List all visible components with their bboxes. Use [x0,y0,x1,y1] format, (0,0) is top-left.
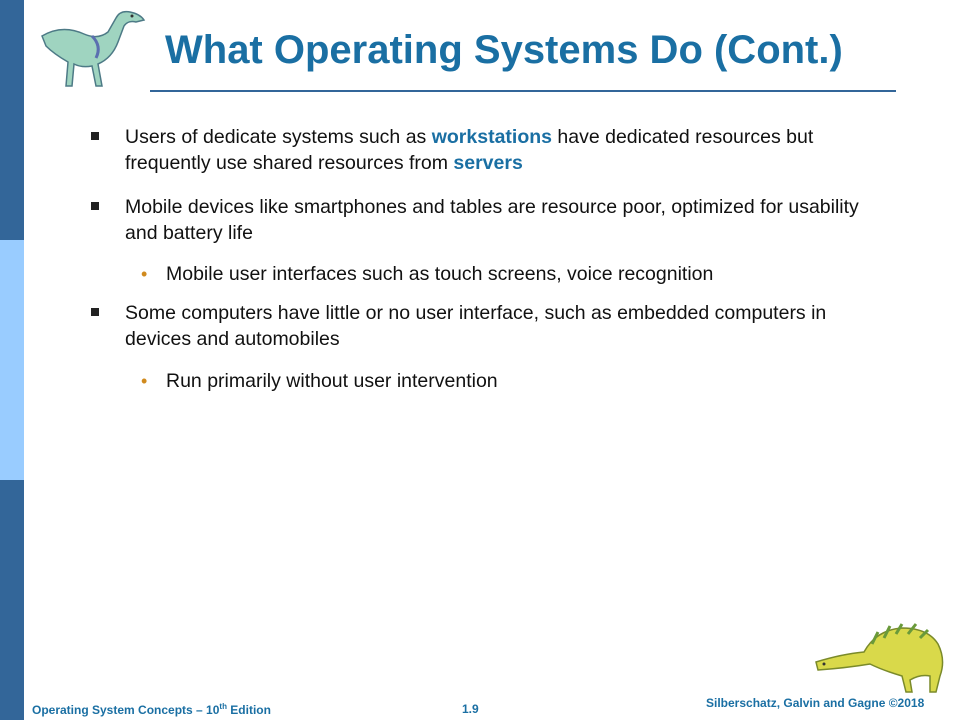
footer-book-title-text: Operating System Concepts – 10 [32,703,220,717]
highlight-servers: servers [453,152,523,174]
sub-bullet-mobile-interfaces [141,261,866,287]
sidebar-segment-middle [0,240,24,480]
page-number: 1.9 [462,702,479,716]
bullet-text: Some computers have little or no user interface, such as embedded computers in devices and automobiles [125,302,827,350]
bullet-mobile-devices [125,194,865,246]
title-divider [150,90,896,92]
sidebar-segment-top [0,0,24,240]
bullet-text: have dedicated resources but frequently use shared resources from [125,126,814,174]
square-bullet-icon [91,132,99,140]
footer-book-title-suffix: Edition [226,703,271,717]
footer-authors: Silberschatz, Galvin and Gagne ©2018 [706,696,925,710]
footer-book-title [32,702,271,717]
bullet-text: Run primarily without user intervention [166,370,498,392]
slide-title: What Operating Systems Do (Cont.) [165,28,843,72]
bullet-text: Users of dedicate systems such as [125,126,432,148]
bullet-text: Mobile user interfaces such as touch screens, voice recognition [166,263,714,285]
square-bullet-icon [91,308,99,316]
dinosaur-logo-bottom [812,614,952,694]
highlight-workstations: workstations [431,126,552,148]
square-bullet-icon [91,202,99,210]
bullet-text: Mobile devices like smartphones and tables are resource poor, optimized for usability and battery life [125,196,859,244]
dot-bullet-icon: • [141,371,148,391]
sub-bullet-no-intervention [141,368,866,394]
sidebar-segment-bottom [0,480,24,720]
sidebar-stripe [0,0,24,720]
footer-superscript: th [219,702,227,711]
bullet-embedded-computers [125,300,865,352]
bullet-dedicated-systems [125,124,865,176]
dinosaur-logo-top [32,6,150,92]
dot-bullet-icon: • [141,264,148,284]
